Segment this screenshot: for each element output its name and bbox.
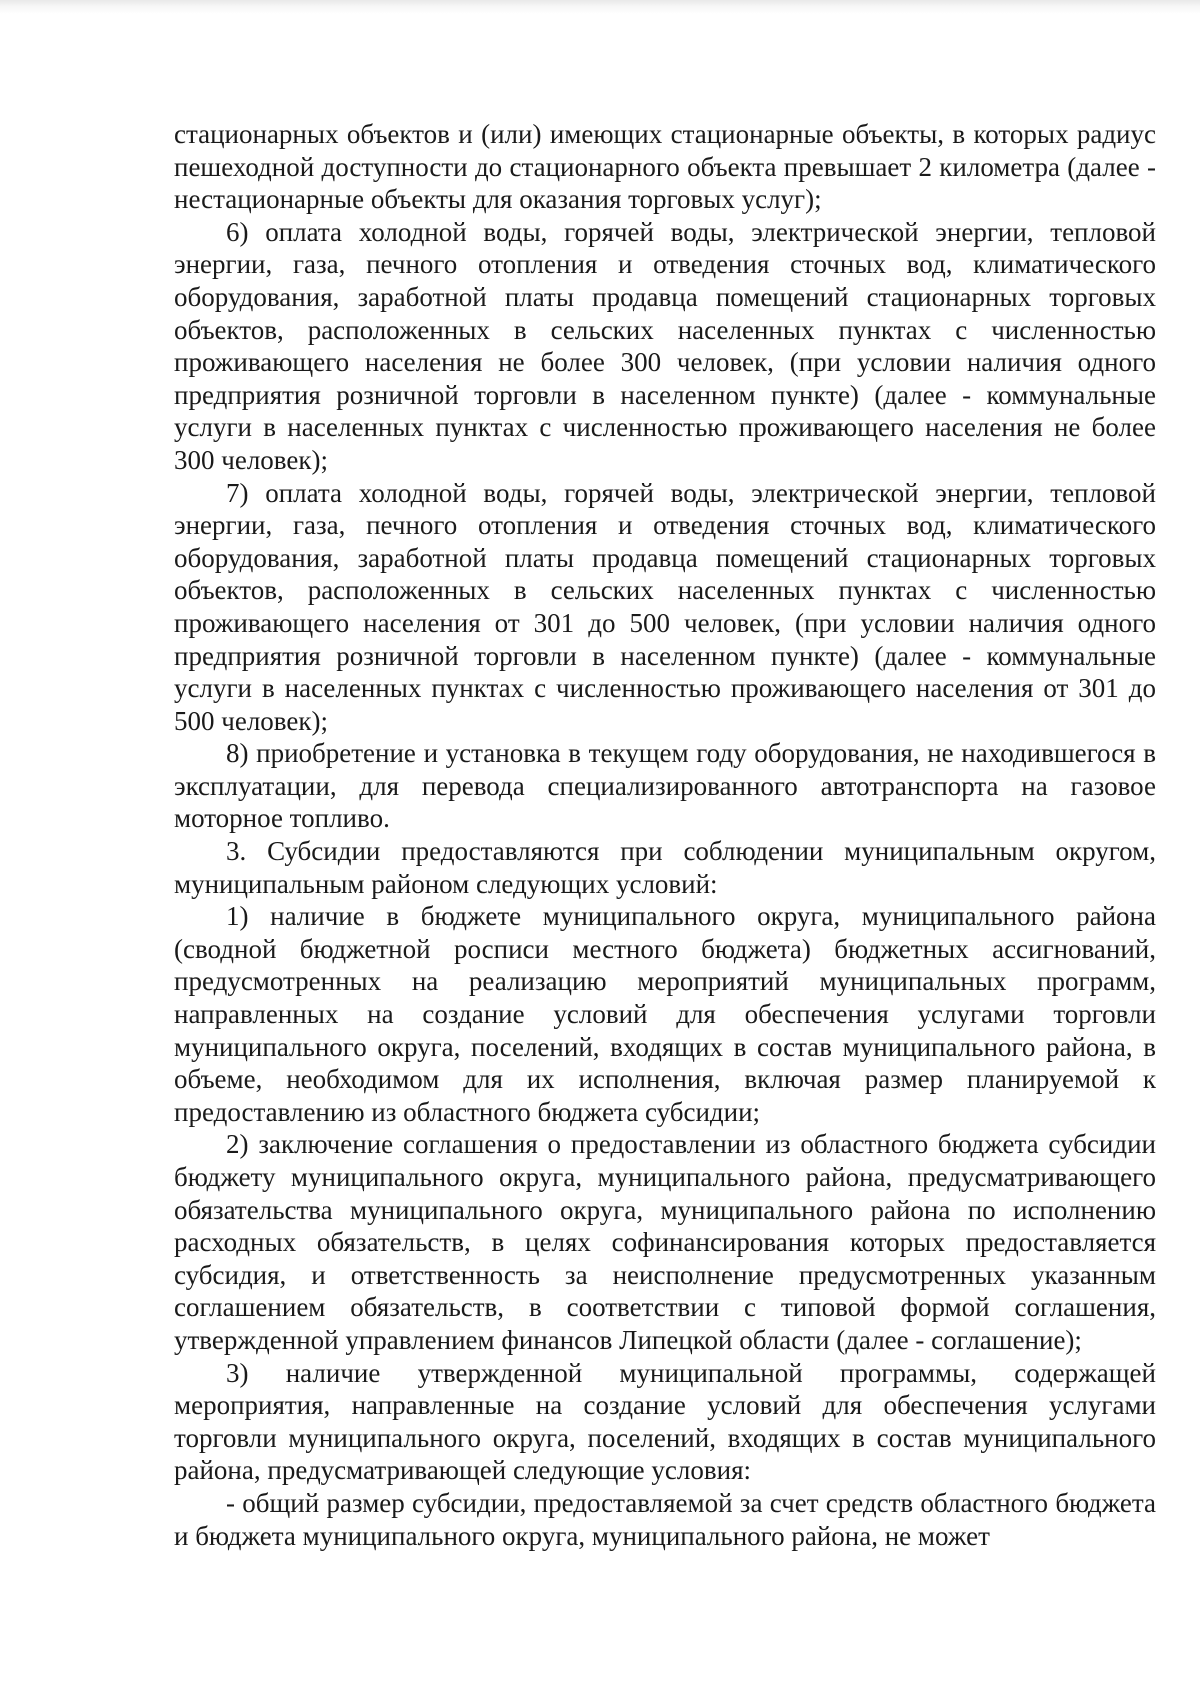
paragraph-continuation: стационарных объектов и (или) имеющих стационарные объекты, в которых радиус пешеходной доступности до стационарного объекта превышает 2 километра (далее - нестационарные объекты для оказания торговых услуг); [174,119,1156,215]
document-page [174,118,1156,1552]
paragraph-section-3: 3. Субсидии предоставляются при соблюдении муниципальным округом, муниципальным районом следующих условий: [174,836,1156,899]
paragraph-condition-3-bullet: - общий размер субсидии, предоставляемой за счет средств областного бюджета и бюджета муниципального округа, муниципального района, не может [174,1487,1156,1551]
paragraph-item-8: 8) приобретение и установка в текущем году оборудования, не находившегося в эксплуатации, для перевода специализированного автотранспорта на газовое моторное топливо. [174,738,1156,834]
paragraph-condition-3: 3) наличие утвержденной муниципальной программы, содержащей мероприятия, направленные на создание условий для обеспечения услугами торговли муниципального округа, поселений, входящих в состав муниципального района, предусматривающей следующие условия: [174,1357,1156,1486]
paragraph-item-6: 6) оплата холодной воды, горячей воды, электрической энергии, тепловой энергии, газа, печного отопления и отведения сточных вод, климатического оборудования, заработной платы продавца помещений стационарных торговых объектов, расположенных в сельских населенных пунктах с численностью проживающего населения не более 300 человек, (при условии наличия одного предприятия розничной торговли в населенном пункте) (далее - коммунальные услуги в населенных пунктах с численностью проживающего населения не более 300 человек); [174,216,1156,475]
paragraph-item-7: 7) оплата холодной воды, горячей воды, электрической энергии, тепловой энергии, газа, печного отопления и отведения сточных вод, климатического оборудования, заработной платы продавца помещений стационарных торговых объектов, расположенных в сельских населенных пунктах с численностью проживающего населения от 301 до 500 человек, (при условии наличия одного предприятия розничной торговли в населенном пункте) (далее - коммунальные услуги в населенных пунктах с численностью проживающего населения от 301 до 500 человек); [174,477,1156,736]
scan-top-edge [0,0,1200,14]
paragraph-condition-2: 2) заключение соглашения о предоставлении из областного бюджета субсидии бюджету муниципального округа, муниципального района, предусматривающего обязательства муниципального округа, муниципального района по исполнению расходных обязательств, в целях софинансирования которых предоставляется субсидия, и ответственность за неисполнение предусмотренных указанным соглашением обязательств, в соответствии с типовой формой соглашения, утвержденной управлением финансов Липецкой области (далее - соглашение); [174,1129,1156,1355]
paragraph-condition-1: 1) наличие в бюджете муниципального округа, муниципального района (сводной бюджетной росписи местного бюджета) бюджетных ассигнований, предусмотренных на реализацию мероприятий муниципальных программ, направленных на создание условий для обеспечения услугами торговли муниципального округа, поселений, входящих в состав муниципального района, в объеме, необходимом для их исполнения, включая размер планируемой к предоставлению из областного бюджета субсидии; [174,901,1156,1127]
